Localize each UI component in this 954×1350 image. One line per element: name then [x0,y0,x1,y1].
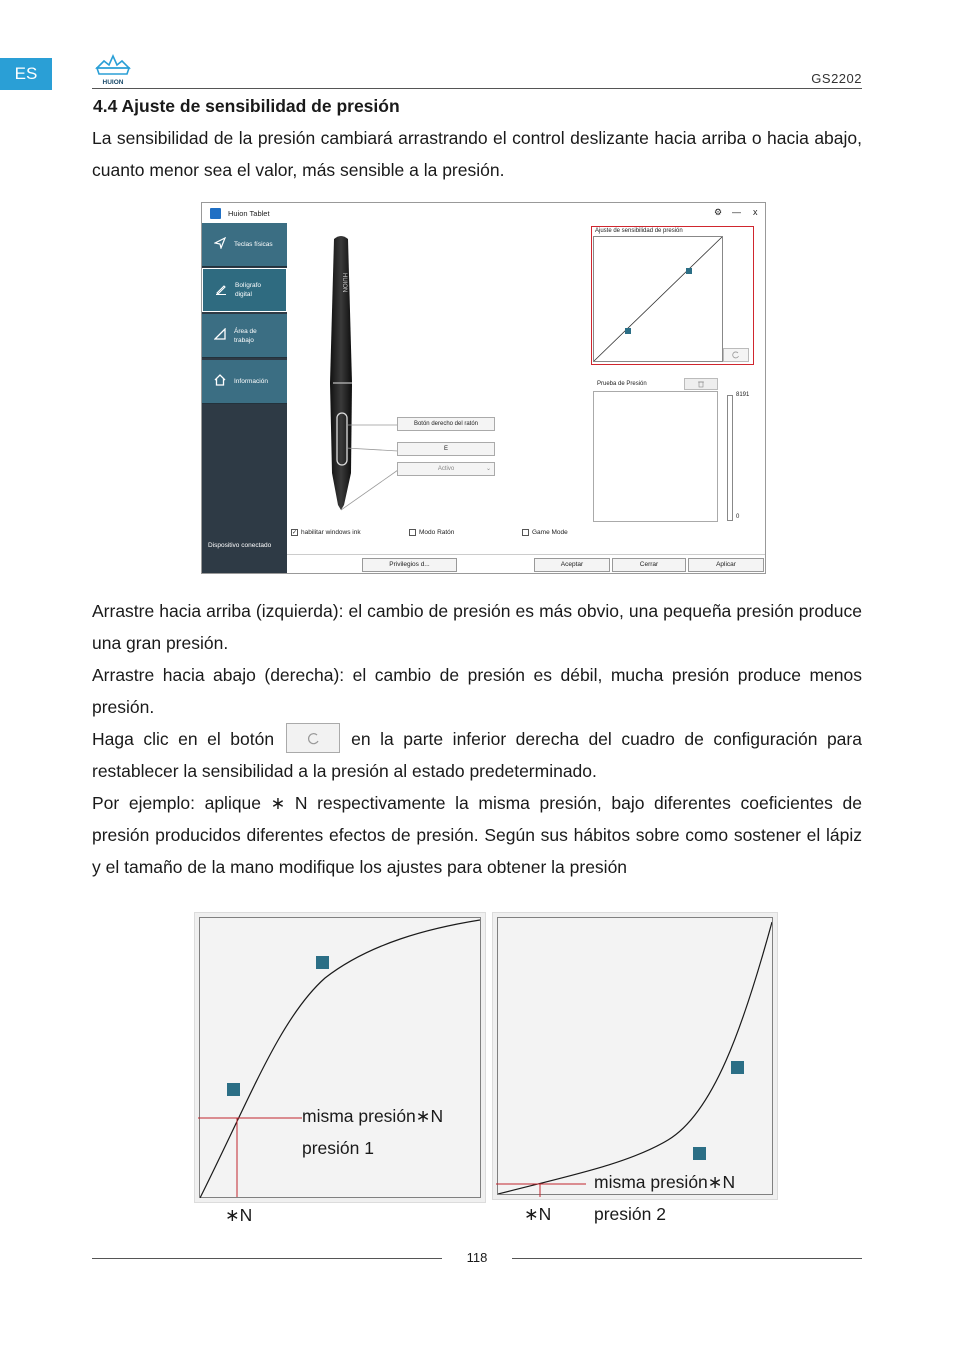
footer-divider-right [512,1258,862,1259]
pen-tip-select[interactable] [397,462,495,476]
chevron-down-icon: ⌄ [485,466,491,472]
window-titlebar [202,203,765,223]
paragraph-drag-down: Arrastre hacia abajo (derecha): el cambio de presión es débil, mucha presión produce menos presión. [92,665,862,717]
curve-handle-lower [227,1083,240,1096]
model-name: GS2202 [811,71,862,86]
game-mode-checkbox[interactable] [522,529,568,536]
header-divider [92,88,862,89]
huion-tablet-window [201,202,766,574]
reset-text-after: en la parte inferior derecha del cuadro de configuración para restablecer la sensibilidad a la presión al estado predeterminado. [92,729,862,782]
checkbox-label: Game Mode [532,529,568,536]
section-title: 4.4 Ajuste de sensibilidad de presión [93,96,400,116]
bottom-divider [287,554,766,555]
checkbox-label: Modo Ratón [419,529,455,536]
lower-button-field[interactable]: E [397,442,495,456]
apply-button[interactable]: Aplicar [688,558,764,572]
close-button[interactable]: Cerrar [612,558,686,572]
checkbox-label: habilitar windows ink [301,529,361,536]
refresh-icon [724,349,748,361]
privileges-button[interactable]: Privilegios d... [362,558,457,572]
body-text [92,595,862,883]
sidebar-item-digital-pen[interactable] [202,268,287,312]
upper-button-field[interactable]: Botón derecho del ratón [397,417,495,431]
figure-1-axis-label: ∗N [225,1205,253,1225]
curve-handle-lower [693,1147,706,1160]
sidebar-item-physical-keys[interactable] [202,223,287,267]
figure-2-same-pressure-label: misma presión∗N [594,1172,736,1192]
windows-ink-checkbox[interactable] [291,529,361,536]
figure-1-result-label: presión 1 [302,1138,374,1158]
svg-text:HUION: HUION [102,79,124,86]
pressure-level-bar [727,395,733,521]
curve-handle-upper [316,956,329,969]
footer-divider-left [92,1258,442,1259]
paragraph-reset [92,723,862,787]
curve-handle-lower[interactable] [625,328,631,334]
checkbox-box: ✓ [292,530,298,536]
paragraph-drag-up: Arrastre hacia arriba (izquierda): el cambio de presión es más obvio, una pequeña presión produce una gran presión. [92,601,862,653]
close-icon[interactable]: x [753,207,758,217]
trash-icon [685,379,717,389]
figure-2-markers [496,1183,586,1197]
page-number: 118 [466,1250,488,1265]
pressure-test-area[interactable] [593,391,718,522]
pressure-test-title: Prueba de Presión [597,381,647,387]
curve-figure-hard [492,912,778,1200]
sidebar-item-label: Teclas físicas [234,241,273,248]
paragraph-example: Por ejemplo: aplique ∗ N respectivamente la misma presión, bajo diferentes coeficientes de presión producidos diferentes efectos de presión. Según sus hábitos sobre como sostener el lápiz y el tamaño de la mano modifique los ajustes para obtener la presión [92,793,862,878]
sidebar-item-label: Información [234,378,268,385]
huion-logo [94,52,132,86]
accept-button[interactable]: Aceptar [534,558,610,572]
area-icon [214,328,226,340]
pressure-curve-graph[interactable] [593,236,723,362]
pressure-curve [498,922,772,1194]
clear-test-button[interactable] [684,378,718,390]
sidebar-item-label: Área de trabajo [234,327,257,344]
figure-2-axis-label: ∗N [524,1204,552,1224]
figure-1-markers [198,1117,302,1197]
pen-icon [215,283,227,295]
reset-text-before: Haga clic en el botón [92,729,275,749]
send-icon [214,237,226,249]
window-title: Huion Tablet [228,209,270,218]
pen-tip-value: Activo [437,466,455,472]
curve-handle-upper[interactable] [686,268,692,274]
refresh-icon [287,724,339,752]
inline-reset-button [286,723,340,753]
home-icon [214,374,226,386]
pressure-min: 0 [736,514,740,520]
app-icon [210,208,221,219]
figure-1-same-pressure-label: misma presión∗N [302,1106,444,1126]
language-tab: ES [0,58,52,90]
checkbox-box [522,529,529,536]
curve-panel-title: Ajuste de sensibilidad de presión [595,228,683,234]
device-status: Dispositivo conectado [208,542,272,549]
reset-curve-button[interactable] [723,348,749,362]
sidebar [202,223,287,574]
minimize-icon[interactable]: — [732,207,741,217]
settings-icon[interactable]: ⚙ [714,207,723,217]
curve-handle-upper [731,1061,744,1074]
sidebar-item-label: Bolígrafo digital [235,282,262,298]
checkbox-box [409,529,416,536]
sidebar-item-work-area[interactable] [202,314,287,358]
svg-text:HUION: HUION [341,273,347,293]
pressure-max: 8191 [736,392,750,398]
mouse-mode-checkbox[interactable] [409,529,454,536]
intro-paragraph: La sensibilidad de la presión cambiará arrastrando el control deslizante hacia arriba o hacia abajo, cuanto menor sea el valor, más sensible a la presión. [92,128,862,180]
sidebar-item-information[interactable] [202,360,287,404]
figure-2-result-label: presión 2 [594,1204,666,1224]
